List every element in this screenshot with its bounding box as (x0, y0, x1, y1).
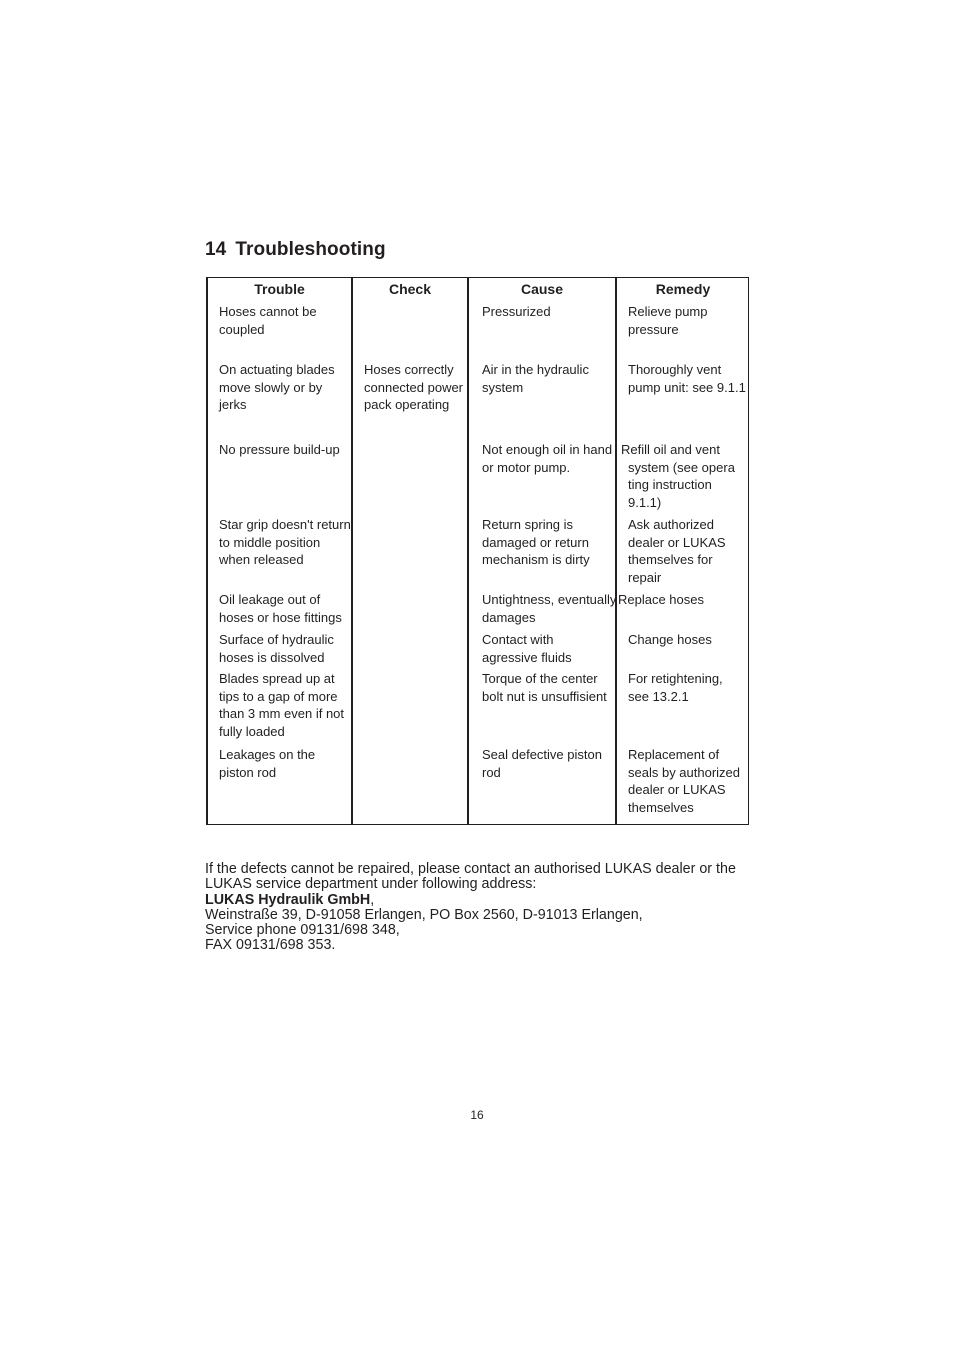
service-phone: Service phone 09131/698 348, (205, 922, 400, 939)
cell-line: 9.1.1) (628, 494, 662, 510)
cell-line: Change hoses (628, 632, 712, 647)
cell-cause (482, 746, 602, 781)
cell-cause (482, 361, 589, 396)
cell-line: pack operating (364, 397, 450, 413)
section-title: Troubleshooting (235, 239, 386, 260)
cell-line: to middle position (219, 534, 321, 550)
cell-trouble (219, 303, 317, 338)
cell-trouble (219, 361, 335, 414)
cell-trouble (219, 670, 344, 740)
cell-line: fully loaded (219, 723, 285, 739)
cell-remedy (628, 516, 726, 586)
cell-line: Replacement of (628, 747, 720, 762)
cell-line: dealer or LUKAS (628, 782, 726, 798)
cell-line: No pressure build-up (219, 442, 340, 457)
cell-line: For retightening, (628, 671, 723, 686)
cell-line: hoses is dissolved (219, 649, 325, 665)
cell-line: Contact with (482, 632, 554, 647)
cell-remedy (628, 670, 723, 705)
cell-remedy (628, 631, 712, 649)
cell-line: On actuating blades (219, 362, 335, 377)
cell-line: Untightness, eventually (482, 592, 617, 607)
cell-line: agressive fluids (482, 649, 572, 665)
cell-cause (482, 303, 551, 321)
cell-trouble (219, 746, 315, 781)
contact-info (205, 862, 755, 954)
cell-line: system (see opera (628, 459, 735, 475)
cell-line: Ask authorized (628, 517, 714, 532)
cell-line: Thoroughly vent (628, 362, 722, 377)
cell-line: than 3 mm even if not (219, 706, 345, 722)
cell-line: ting instruction (628, 477, 712, 493)
cell-line: pressure (628, 321, 679, 337)
cell-line: see 13.2.1 (628, 688, 689, 704)
cell-line: Leakages on the (219, 747, 316, 762)
cell-trouble (219, 516, 351, 569)
cell-line: pump unit: see 9.1.1 (628, 379, 746, 395)
cell-line: when released (219, 552, 304, 568)
cell-line: system (482, 379, 524, 395)
column-divider (351, 278, 353, 825)
page-number: 16 (470, 1108, 484, 1122)
cell-line: mechanism is dirty (482, 552, 590, 568)
cell-remedy (628, 361, 746, 396)
header-remedy: Remedy (655, 281, 711, 297)
cell-line: seals by authorized (628, 764, 741, 780)
cell-cause (482, 670, 607, 705)
cell-line: piston rod (219, 764, 277, 780)
cell-line: themselves for (628, 552, 713, 568)
section-number: 14 (205, 239, 227, 260)
cell-line: repair (628, 569, 662, 585)
cell-line: damaged or return (482, 534, 589, 550)
cell-line: Relieve pump (628, 304, 708, 319)
header-check: Check (388, 281, 432, 297)
cell-remedy (628, 303, 708, 338)
column-divider (615, 278, 617, 825)
cell-line: connected power (364, 379, 464, 395)
cell-remedy (628, 746, 740, 816)
cell-line: bolt nut is unsuffisient (482, 688, 607, 704)
cell-trouble (219, 631, 334, 666)
cell-line: Oil leakage out of (219, 592, 321, 607)
cell-line: or motor pump. (482, 459, 571, 475)
cell-remedy (621, 441, 735, 511)
header-trouble: Trouble (254, 281, 305, 297)
cell-line: themselves (628, 799, 694, 815)
contact-intro: If the defects cannot be repaired, please contact an authorised LUKAS dealer or the LUKAS service department under following address: (205, 861, 736, 893)
cell-line: Return spring is (482, 517, 574, 532)
fax-number: FAX 09131/698 353. (205, 937, 336, 954)
cell-trouble (219, 441, 340, 459)
cell-line: move slowly or by (219, 379, 323, 395)
cell-line: Air in the hydraulic (482, 362, 589, 377)
column-divider (467, 278, 469, 825)
company-name: LUKAS Hydraulik GmbH (205, 891, 371, 908)
cell-line: Hoses cannot be (219, 304, 317, 319)
cell-line: Refill oil and vent (621, 442, 720, 457)
cell-cause (482, 591, 616, 626)
cell-line: coupled (219, 321, 265, 337)
company-address: Weinstraße 39, D-91058 Erlangen, PO Box 2560, D-91013 Erlangen, (205, 906, 643, 923)
cell-line: tips to a gap of more (219, 688, 338, 704)
cell-trouble (219, 591, 342, 626)
cell-line: rod (482, 764, 501, 780)
cell-line: Star grip doesn't return (219, 517, 351, 532)
section-heading (205, 239, 386, 261)
cell-line: dealer or LUKAS (628, 534, 726, 550)
cell-remedy (618, 591, 704, 609)
cell-cause (482, 631, 572, 666)
cell-line: jerks (219, 397, 247, 413)
cell-line: Hoses correctly (364, 362, 454, 377)
cell-line: Torque of the center (482, 671, 598, 686)
cell-line: Surface of hydraulic (219, 632, 334, 647)
header-cause: Cause (520, 281, 564, 297)
cell-line: Blades spread up at (219, 671, 335, 686)
cell-cause (482, 441, 612, 476)
cell-line: Replace hoses (618, 592, 704, 607)
cell-line: Seal defective piston (482, 747, 602, 762)
cell-line: hoses or hose fittings (219, 609, 342, 625)
company-name-suffix: , (370, 891, 375, 908)
cell-line: damages (482, 609, 536, 625)
cell-line: Pressurized (482, 304, 551, 319)
cell-check (364, 361, 463, 414)
cell-line: Not enough oil in hand (482, 442, 613, 457)
cell-cause (482, 516, 590, 569)
